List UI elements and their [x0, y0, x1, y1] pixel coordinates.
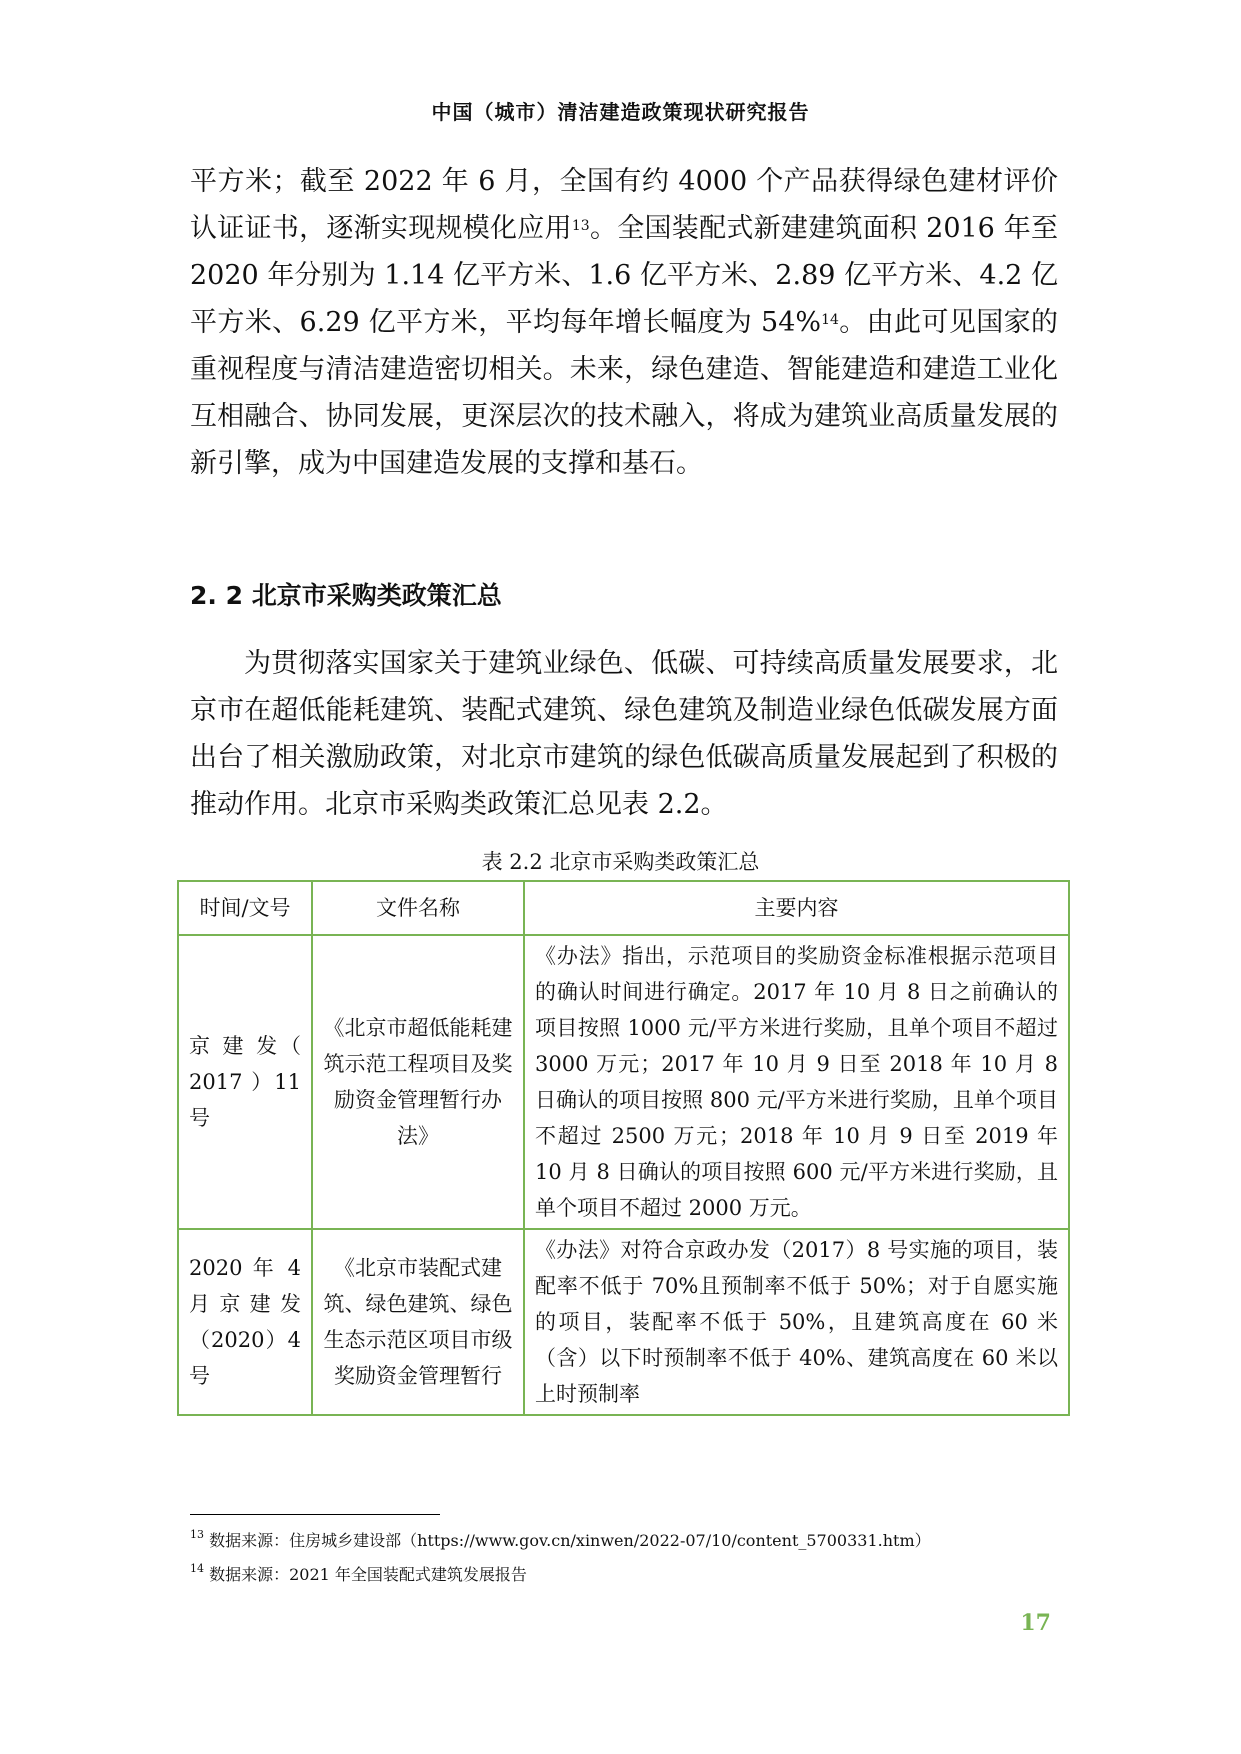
body-paragraph — [190, 640, 1058, 828]
column-header: 主要内容 — [524, 881, 1069, 935]
content-cell: 《办法》指出，示范项目的奖励资金标准根据示范项目的确认时间进行确定。2017 年 10 月 8 日之前确认的项目按照 1000 元/平方米进行奖励，且单个项目不超过 3000 万元；2017 年 10 月 9 日至 2018 年 10 月 8 日确认的项目按照 800 元/平方米进行奖励，且单个项目不超过 2500 万元；2018 年 10 月 9 日至 2019 年 10 月 8 日确认的项目按照 600 元/平方米进行奖励，且单个项目不超过 2000 万元。 — [524, 935, 1069, 1229]
footnote-number: 14 — [190, 1562, 204, 1575]
table-header-row — [178, 881, 1069, 935]
body-paragraph — [190, 158, 1058, 487]
footnote-text: 数据来源：住房城乡建设部（https://www.gov.cn/xinwen/2022-07/10/content_5700331.htm） — [209, 1531, 931, 1550]
paragraph-text: 。全国装配式新建建筑面积 2016 年至 2020 年分别为 1.14 亿平方米、1.6 亿平方米、2.89 亿平方米、4.2 亿平方米、6.29 亿平方米，平均每年增长幅度为 54% — [190, 213, 1058, 338]
paragraph-text: 。由此可见国家的重视程度与清洁建造密切相关。未来，绿色建造、智能建造和建造工业化互相融合、协同发展，更深层次的技术融入，将成为建筑业高质量发展的新引擎，成为中国建造发展的支撑和基石。 — [190, 307, 1058, 479]
doc-number-cell: 京 建 发（ 2017 ）11 号 — [178, 935, 312, 1229]
doc-name-cell: 《北京市超低能耗建筑示范工程项目及奖励资金管理暂行办法》 — [312, 935, 524, 1229]
footnote — [190, 1528, 931, 1551]
table-caption: 表 2.2 北京市采购类政策汇总 — [481, 850, 760, 874]
running-header: 中国（城市）清洁建造政策现状研究报告 — [431, 100, 810, 124]
footnote-divider — [190, 1514, 440, 1515]
table-row — [178, 935, 1069, 1229]
footnote-number: 13 — [190, 1528, 204, 1541]
table-row — [178, 1229, 1069, 1415]
paragraph-text: 为贯彻落实国家关于建筑业绿色、低碳、可持续高质量发展要求，北京市在超低能耗建筑、装配式建筑、绿色建筑及制造业绿色低碳发展方面出台了相关激励政策，对北京市建筑的绿色低碳高质量发展起到了积极的推动作用。北京市采购类政策汇总见表 2.2。 — [190, 648, 1058, 820]
paragraph-text: 平方米；截至 2022 年 6 月，全国有约 4000 个产品获得绿色建材评价认证证书，逐渐实现规模化应用 — [190, 166, 1058, 244]
content-cell: 《办法》对符合京政办发（2017）8 号实施的项目，装配率不低于 70%且预制率不低于 50%；对于自愿实施的项目，装配率不低于 50%，且建筑高度在 60 米（含）以下时预制率不低于 40%、建筑高度在 60 米以上时预制率 — [524, 1229, 1069, 1415]
footnote-ref[interactable]: 13 — [571, 218, 590, 234]
footnote-text: 数据来源：2021 年全国装配式建筑发展报告 — [209, 1565, 527, 1584]
footnote-ref[interactable]: 14 — [821, 312, 839, 328]
doc-number-cell: 2020 年 4 月京建发（2020）4 号 — [178, 1229, 312, 1415]
section-heading: 2. 2 北京市采购类政策汇总 — [190, 581, 502, 610]
doc-name-cell: 《北京市装配式建筑、绿色建筑、绿色生态示范区项目市级奖励资金管理暂行 — [312, 1229, 524, 1415]
column-header: 时间/文号 — [178, 881, 312, 935]
footnote — [190, 1562, 527, 1585]
column-header: 文件名称 — [312, 881, 524, 935]
policy-table — [177, 880, 1070, 1416]
page-number: 17 — [1020, 1610, 1051, 1636]
